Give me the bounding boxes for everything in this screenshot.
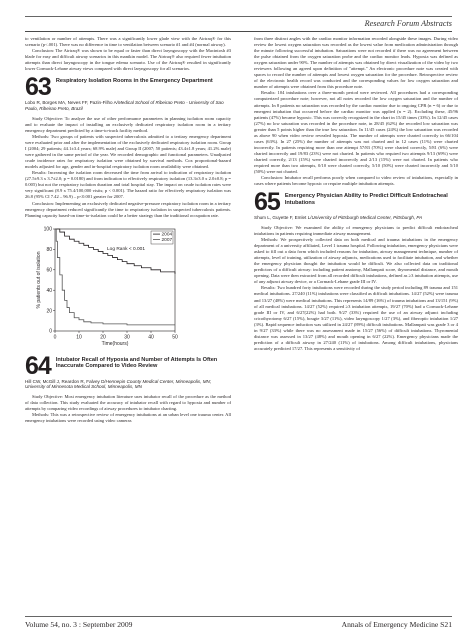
body-paragraph: Study Objective: We examined the ability of emergency physicians to predict difficult endotracheal intubations in patients requiring immediate airway management. <box>254 224 458 237</box>
footer-volume: Volume 54, no. 3 : September 2009 <box>25 620 133 629</box>
plot-frame <box>55 229 175 331</box>
body-paragraph: Conclusion: Implementing an exclusively dedicated negative-pressure respiratory isolation room in a tertiary emergency department reduced significantly the time to respiratory isolation in suspected tuberculosis patients. Planning capacity based-on time-to-isolation could be a better strategy than the traditional occupation rate. <box>25 200 231 218</box>
body-paragraph: from three distinct angles with the cardiac monitor information recorded alongside these images. During video review the lowest oxygen saturation was recorded as the lowest value from medication administration through the minute following successful intubation. Saturations were not recorded if there was no agreement between the pulse obtained from the oxygen saturation probe and the cardiac monitor leads. Hypoxia was defined as oxygen saturation under 90%. The number of attempts was obtained by direct visualization of the video by two reviewers following an agreed upon definition of "attempt." An electronic procedure note was created with spaces to record the number of attempts and lowest oxygen saturation for the procedure. Retrospective review of the electronic health record was conducted and the corresponding values for low oxygen saturation and number of attempts were obtained from this procedure note. <box>254 36 458 90</box>
abstract-title: Intubator Recall of Hypoxia and Number of Attempts Is Often Inaccurate Compared to Video Review <box>55 356 218 370</box>
x-tick-label: 40 <box>148 334 154 341</box>
abstract-63-heading <box>25 73 231 102</box>
y-tick-label: 60 <box>46 267 52 274</box>
author-affiliation: /Hennepin County Medical Center, Minneapolis, MN; University of Minnesota Medical School, Minneapolis, MN <box>25 378 212 390</box>
abstract-authors <box>254 215 458 221</box>
abstract-number: 65 <box>254 188 280 217</box>
body-paragraph: Study Objective: Most emergency intubation literature uses intubator recall of the procedure as the method of data collection. This study evaluated the accuracy of intubator recall with regard to hypoxia and number of attempts by comparing video recordings of airway procedures to intubator charting. <box>25 394 231 412</box>
author-affiliation: /University of Pittsburgh Medical Center, Pittsburgh, PA <box>310 215 423 221</box>
header-rule-thick <box>25 31 452 32</box>
x-tick-label: 0 <box>53 334 57 341</box>
running-header: Research Forum Abstracts <box>364 19 452 28</box>
y-tick-label: 100 <box>43 226 52 233</box>
author-affiliation: /Medical School of Ribeirao Preto - University of Sao Paulo, Ribeirao Preto, Brazil <box>25 100 224 112</box>
author-names: Lobo R, Borges MA, Neves FF, Pazin-Filho A <box>25 100 117 106</box>
x-tick-label: 20 <box>100 334 106 341</box>
body-paragraph: Study Objective: To analyze the use of other performance parameters in planning isolation room capacity and to evaluate the impact of installing an exclusively dedicated respiratory isolation room in a tertiary emergency department predicted by a time-to-track facility method. <box>25 115 231 133</box>
body-paragraph: Conclusion: The Airtraq® was shown to be equal or faster than direct laryngoscopy with the Macintosh #3 blade for easy and difficult airway scenarios in this manikin model. The Airtraq® also required fewer intubation attempts than direct laryngoscopy in the tongue edema scenario. Use of the Airtraq® resulted in significantly lower Cormack-Lehane airway views compared with direct laryngoscopy for all scenarios. <box>25 48 231 72</box>
y-tick-label: 20 <box>46 307 52 314</box>
y-tick-label: 40 <box>46 287 52 294</box>
header-rule <box>25 16 452 17</box>
survival-chart <box>25 223 231 351</box>
x-tick-label: 50 <box>172 334 178 341</box>
body-paragraph: Results: Two hundred forty intubations were recorded during the study period including 89 trauma and 151 medical intubations. 27/240 (11%) intubations were classified as difficult intubations. 14/27 (52%) were trauma and 13/27 (48%) were medical intubations. This represents 14/89 (16%) of trauma intubations and 13/151 (9%) of all medical intubations. 14/27 (52%) required ≥3 intubation attempts, 19/27 (70%) had a Cormack-Lehane grade III or IV, and 6/27(22%) had both. 9/27 (33%) required the use of an airway adjunct including cricothyrotomy 6/27 (15%), bougie 3/27 (11%), video laryngoscopy 1/27 (3%), and fiberoptic intubation 1/27 (3%). Rapid sequence induction was utilized in 24/27 (89%) difficult intubations. Mallampati was grade 3 or 4 in 9/27 (33%) while there was no assessment made in 15/27 (56%) of difficult intubations. Thyromental distance was assessed in 13/27 (48%) and mouth opening in 6/27 (22%). Emergency physicians made the prediction of a difficult airway in 27/240 (11%) of intubations. Among difficult intubations, physicians accurately predicted 17/27. This represents a sensitivity of <box>254 285 458 351</box>
author-names: Hill CW, McGill J, Reardon R, Falvey D <box>25 378 105 384</box>
body-paragraph: Conclusion: Intubator recall performs poorly when compared to video review of intubations, especially in cases where patients become hypoxic or require multiple intubation attempts. <box>254 175 458 187</box>
chart-annotation: Log Rank < 0.001 <box>107 246 146 252</box>
chart-svg <box>25 223 231 351</box>
abstract-authors <box>25 379 231 391</box>
legend-label: 2007 <box>161 237 173 243</box>
footer-rule <box>25 616 452 617</box>
abstract-title: Respiratory Isolation Rooms in the Emergency Department <box>55 78 213 85</box>
x-tick-label: 10 <box>76 334 82 341</box>
body-paragraph: Results: 104 intubations over a three-month period were reviewed. All procedures had a corresponding computerized procedure note; however, not all notes recorded the low oxygen saturation and the number of attempts. In 8 patients no saturation was recorded by the cardiac monitor due to ongoing CPR (n = 6) or due to emergent intubation that occurred before the cardiac monitor was applied (n = 2). Excluding these, 45/96 patients (47%) became hypoxic. This was correctly recognized in the chart in 15/45 times (33%). In 12/45 cases (27%) no low saturation was recorded in the procedure note, in 28/45 (62%) the recorded low saturation was greater than 5 points higher than the true low saturation. In 11/45 cases (24%) the low saturation was recorded as above 90 when video review revealed hypoxia. The number of attempts were charted correctly in 66/104 cases (63%). In 27 (25%) the number of attempts was not charted and in 12 cases (11%) were charted incorrectly. In patients requiring more than one attempt 57/83 (70%) were charted correctly, 5/81 (6%) were charted incorrectly and 19/83 (23%) were not charted. In patients who required two attempts 9/13 (69%) were charted correctly, 2/13 (15%) were charted incorrectly and 2/13 (15%) were not charted. In patients who required more than two attempts, 0/10 were charted correctly, 5/10 (50%) were charted incorrectly and 5/10 (50%) were not charted. <box>254 90 458 175</box>
body-paragraph: Results: Increasing the isolation room decreased the time from arrival to indication of respiratory isolation (27.5±9.3 x 3.7±2.0; p = 0.0180) and from indication to effectively respiratory isolation (13.3±3.0 x 2.0±0.8; p = 0.005) but not the respiratory isolation duration and total hospital stay. The impact on crude isolation rates were very significant (8.9 x 75.4/100,000 visits; p < 0.001). The hazard ratio for effectively respiratory isolation was 26.8 (95% CI 7.42 – 96.9) – p<0.001 greater for 2007. <box>25 170 231 200</box>
abstract-65-heading <box>254 188 458 217</box>
abstract-authors <box>25 100 231 112</box>
body-paragraph: to ventilation or number of attempts. There was a significantly lower glade view with the Airtraq® for this scenario (p<.001). There was no difference in time to ventilation between scenario #1 and #4 (normal airway). <box>25 36 231 48</box>
y-tick-label: 80 <box>46 246 52 253</box>
abstract-64-heading <box>25 351 231 380</box>
abstract-number: 63 <box>25 73 51 102</box>
y-tick-label: 0 <box>49 328 52 335</box>
left-column <box>25 36 231 621</box>
body-paragraph: Methods: Two groups of patients with suspected tuberculosis admitted to a tertiary emergency department were evaluated prior and after the implementation of the exclusively dedicated respiratory isolation room. Group I (2004; 29 patients; 44.1±3.4 years; 68.9% male) and Group II (2007; 50 patients; 43.4±1.8 years; 41.2% male) were gathered in the same period of the year. We recorded demographic and functional parameters. Unadjusted crude incidence rates for respiratory isolation were obtained by survival methods. Cox proportional-hazard models adjusted for age, gender and in-hospital respiratory isolation room availability were obtained. <box>25 134 231 170</box>
x-axis-label: Time(hours) <box>101 340 129 347</box>
x-tick-label: 30 <box>124 334 130 341</box>
body-paragraph: Methods: We prospectively collected data on both medical and trauma intubations in the emergency department of a university affiliated, Level 1 trauma hospital. Following intubation, emergency physicians were asked to fill out a data form which included reasons for intubation, airway management technique, number of attempts, level of training, utilization of airway adjuncts, medications used to facilitate intubation, and whether the emergency physician thought the intubation would be difficult. We also collected data on traditional predictors of a difficult airway: including patient anatomy, Mallampati score, thyromental distance, and mouth opening. Data were then extracted from all recorded difficult intubations, defined as ≥3 intubation attempts, use of any adjunct airway device, or a Cormack-Lehane grade III or IV. <box>254 237 458 285</box>
footer-journal-page: Annals of Emergency Medicine S21 <box>341 620 452 629</box>
legend-label: 2004 <box>161 232 173 238</box>
body-paragraph: Methods: This was a retrospective review of emergency intubations at an urban level one trauma center. All emergency intubations were recorded using video cameras <box>25 412 231 424</box>
right-column <box>254 36 458 621</box>
abstract-title: Emergency Physician Ability to Predict Difficult Endotracheal Intubations <box>284 193 448 206</box>
abstract-number: 64 <box>25 351 51 380</box>
author-names: Shum L, Guyette F, Emlet L <box>254 215 311 221</box>
y-axis-label: % patients out of isolation <box>36 251 42 309</box>
